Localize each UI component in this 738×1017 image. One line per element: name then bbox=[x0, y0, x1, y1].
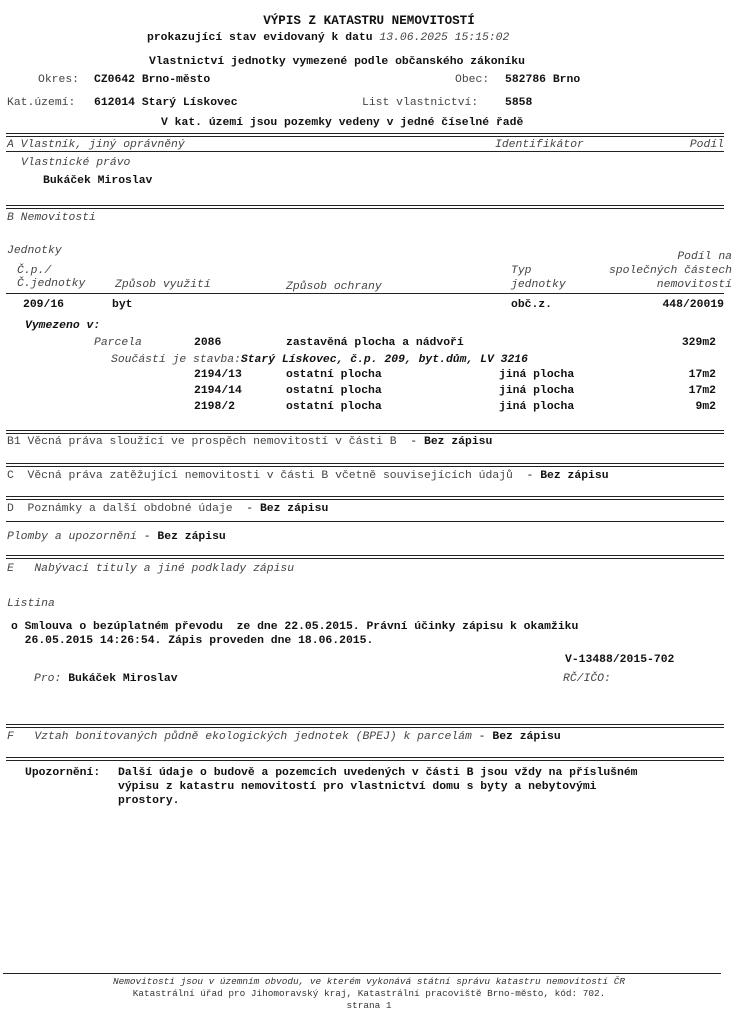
jednotky-heading: Jednotky bbox=[7, 245, 62, 257]
parcel-3-kind: jiná plocha bbox=[499, 401, 575, 413]
owner-name: Bukáček Miroslav bbox=[43, 175, 153, 187]
pro-value: Bukáček Miroslav bbox=[68, 673, 178, 685]
katuzemi-value: 612014 Starý Lískovec bbox=[94, 97, 238, 109]
section-b1-dash: - bbox=[410, 436, 418, 448]
section-b-rule bbox=[6, 205, 724, 209]
section-d-bottom-rule bbox=[6, 521, 724, 522]
section-b-label: B Nemovitosti bbox=[7, 212, 96, 224]
listina-heading: Listina bbox=[7, 598, 55, 610]
warning-label: Upozornění: bbox=[25, 767, 101, 779]
col-zpusob-ochrany: Způsob ochrany bbox=[286, 281, 382, 293]
col-identifikator: Identifikátor bbox=[495, 139, 584, 151]
parcela-area: 329m2 bbox=[681, 337, 716, 349]
parcela-use: zastavěná plocha a nádvoří bbox=[286, 337, 464, 349]
page-number: strana 1 bbox=[346, 1000, 392, 1011]
section-d bbox=[7, 502, 328, 516]
section-b1-value: Bez zápisu bbox=[423, 436, 493, 448]
footer-line-1: Nemovitosti jsou v územním obvodu, ve kterém vykonává státní správu katastru nemovitostí ČR bbox=[113, 976, 625, 987]
okres-label: Okres: bbox=[38, 74, 80, 86]
section-c-value: Bez zápisu bbox=[540, 470, 609, 482]
list-value: 5858 bbox=[505, 97, 533, 109]
parcel-2-kind: jiná plocha bbox=[499, 385, 575, 397]
col-zpusob-vyuziti: Způsob využití bbox=[115, 279, 211, 291]
unit-type: obč.z. bbox=[511, 299, 553, 311]
plomby-label: Plomby a upozornění bbox=[7, 531, 137, 543]
unit-number: 209/16 bbox=[23, 299, 65, 311]
katuzemi-label: Kat.území: bbox=[7, 97, 76, 109]
warning-line-3: prostory. bbox=[118, 795, 180, 807]
right-type: Vlastnické právo bbox=[21, 157, 131, 169]
vymezeno-label: Vymezeno v: bbox=[25, 320, 101, 332]
pro-label: Pro: bbox=[34, 673, 62, 685]
section-b-header-rule bbox=[6, 293, 724, 294]
okres-value: CZ0642 Brno-město bbox=[94, 74, 211, 86]
plomby bbox=[7, 530, 226, 544]
unit-share: 448/20019 bbox=[662, 299, 724, 311]
section-f-dash: - bbox=[478, 731, 486, 743]
obec-value: 582786 Brno bbox=[505, 74, 581, 86]
soucasti-value: Starý Lískovec, č.p. 209, byt.dům, LV 3216 bbox=[240, 354, 528, 366]
col-podil-line2: společných částech bbox=[608, 265, 732, 277]
footer-line-2: Katastrální úřad pro Jihomoravský kraj, Katastrální pracoviště Brno-město, kód: 702. bbox=[132, 988, 606, 999]
document-line-1: o Smlouva o bezúplatném převodu ze dne 22.05.2015. Právní účinky zápisu k okamžiku bbox=[11, 621, 579, 633]
col-typ: Typ bbox=[511, 265, 532, 277]
section-a-header-rule bbox=[6, 151, 724, 152]
parcel-1-area: 17m2 bbox=[688, 369, 716, 381]
plomby-dash: - bbox=[143, 531, 151, 543]
footer-rule bbox=[3, 973, 721, 974]
parcel-2-number: 2194/14 bbox=[194, 385, 242, 397]
section-c bbox=[7, 469, 609, 483]
section-f-value: Bez zápisu bbox=[492, 731, 561, 743]
parcel-2-area: 17m2 bbox=[688, 385, 716, 397]
section-a-rule bbox=[6, 133, 724, 137]
warning-line-2: výpisu z katastru nemovitostí pro vlastnictví domu s byty a nebytovými bbox=[118, 781, 597, 793]
document-title: VÝPIS Z KATASTRU NEMOVITOSTÍ bbox=[263, 14, 475, 28]
list-label: List vlastnictví: bbox=[362, 97, 479, 109]
parcela-label: Parcela bbox=[94, 337, 142, 349]
parcel-3-use: ostatní plocha bbox=[286, 401, 382, 413]
col-cp: Č.p./ bbox=[17, 265, 52, 277]
parcela-number: 2086 bbox=[194, 337, 222, 349]
parcel-1-number: 2194/13 bbox=[194, 369, 242, 381]
section-b1-rule bbox=[6, 430, 724, 434]
parcel-1-use: ostatní plocha bbox=[286, 369, 382, 381]
obec-label: Obec: bbox=[455, 74, 490, 86]
warning-rule bbox=[6, 757, 724, 761]
section-e-label: E Nabývací tituly a jiné podklady zápisu bbox=[7, 563, 295, 575]
warning-line-1: Další údaje o budově a pozemcích uvedených v části B jsou vždy na příslušném bbox=[118, 767, 638, 779]
parcel-1-kind: jiná plocha bbox=[499, 369, 575, 381]
section-c-rule bbox=[6, 463, 724, 467]
rc-ico-label: RČ/IČO: bbox=[563, 673, 611, 685]
col-cjednotky: Č.jednotky bbox=[17, 278, 86, 290]
parcel-2-use: ostatní plocha bbox=[286, 385, 382, 397]
section-e-rule bbox=[6, 555, 724, 559]
section-c-dash: - bbox=[526, 470, 534, 482]
section-f-label: F Vztah bonitovaných půdně ekologických jednotek (BPEJ) k parcelám bbox=[7, 731, 472, 743]
section-d-rule bbox=[6, 496, 724, 500]
parcel-3-number: 2198/2 bbox=[194, 401, 236, 413]
section-b1-label: B1 Věcná práva sloužící ve prospěch nemovitostí v části B bbox=[7, 436, 397, 448]
pro-row bbox=[34, 672, 178, 686]
section-c-label: C Věcná práva zatěžující nemovitosti v části B včetně souvisejících údajů bbox=[7, 470, 513, 482]
ownership-type: Vlastnictví jednotky vymezené podle občanského zákoníku bbox=[149, 56, 525, 68]
section-d-value: Bez zápisu bbox=[259, 503, 329, 515]
soucasti-row bbox=[111, 353, 528, 367]
col-podil-line3: nemovitostí bbox=[656, 279, 732, 291]
section-f bbox=[7, 730, 561, 744]
subtitle bbox=[147, 31, 509, 45]
col-podil: Podíl bbox=[689, 139, 724, 151]
parcel-3-area: 9m2 bbox=[695, 401, 716, 413]
document-number: V-13488/2015-702 bbox=[565, 654, 675, 666]
section-f-rule bbox=[6, 724, 724, 728]
section-a-label: A Vlastník, jiný oprávněný bbox=[7, 139, 185, 151]
unit-use: byt bbox=[112, 299, 133, 311]
soucasti-label: Součástí je stavba: bbox=[111, 354, 241, 366]
section-d-label: D Poznámky a další obdobné údaje bbox=[7, 503, 233, 515]
subtitle-prefix: prokazující stav evidovaný k datu bbox=[147, 32, 373, 44]
parcel-note: V kat. území jsou pozemky vedeny v jedné číselné řadě bbox=[161, 117, 524, 129]
document-line-2: 26.05.2015 14:26:54. Zápis proveden dne 18.06.2015. bbox=[11, 635, 374, 647]
section-b1 bbox=[7, 435, 492, 449]
section-d-dash: - bbox=[246, 503, 254, 515]
col-typ-line2: jednotky bbox=[511, 279, 566, 291]
col-podil-line1: Podíl na bbox=[677, 251, 732, 263]
subtitle-date: 13.06.2025 15:15:02 bbox=[379, 32, 510, 44]
plomby-value: Bez zápisu bbox=[157, 531, 226, 543]
